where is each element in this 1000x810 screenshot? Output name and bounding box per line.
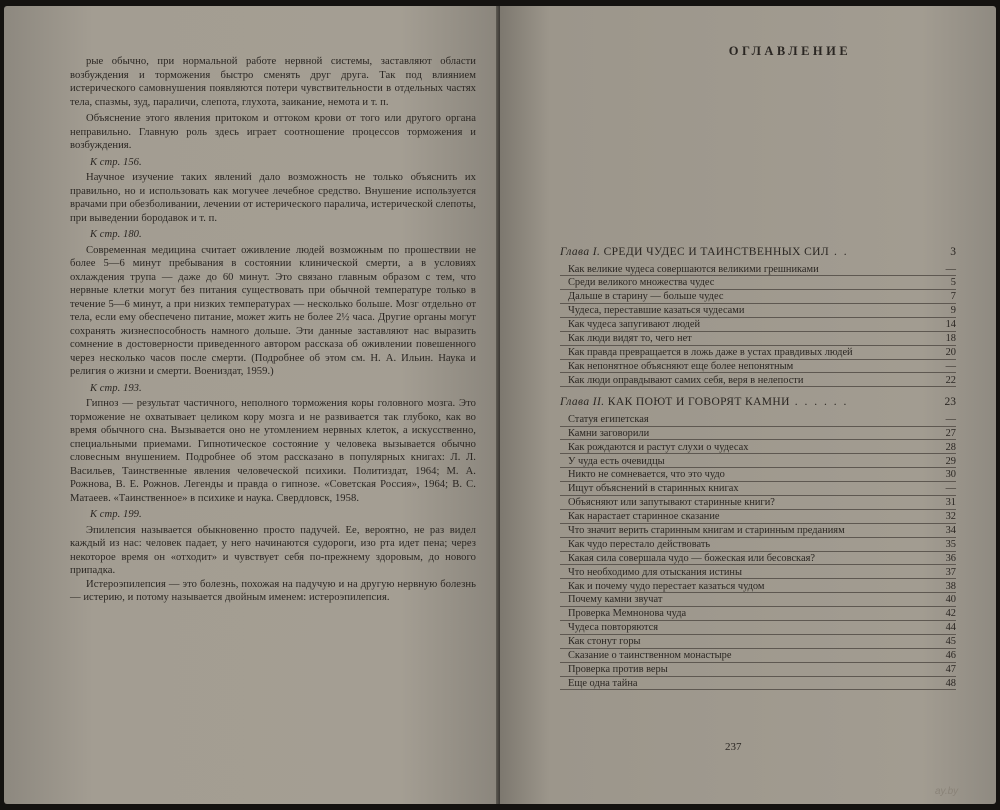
chapter-title: СРЕДИ ЧУДЕС И ТАИНСТВЕННЫХ СИЛ — [603, 246, 830, 258]
toc-entry-title: Что необходимо для отыскания истины — [568, 566, 742, 578]
toc-entry-page: 36 — [945, 552, 956, 564]
toc-entry — [560, 581, 956, 594]
note-paragraph: Объяснение этого явления притоком и оттоком крови от того или другого органа неправильно. Главную роль здесь играет соотношение процессов торможения и возбуждения. — [70, 113, 476, 151]
toc-entry-page: 20 — [945, 346, 956, 358]
toc-entry — [560, 553, 956, 566]
toc-entry-title: Камни заговорили — [568, 427, 650, 439]
toc-entry-title: Как нарастает старинное сказание — [568, 511, 720, 523]
toc-entry-title: Никто не сомневается, что это чудо — [568, 469, 725, 481]
toc-chapter — [560, 397, 956, 409]
left-page — [4, 6, 499, 804]
notes-text — [70, 55, 476, 605]
toc-heading: ОГЛАВЛЕНИЕ — [728, 44, 852, 58]
toc-entry — [560, 678, 956, 691]
toc-entry — [560, 291, 956, 304]
toc-entry — [560, 347, 956, 360]
toc-entry-page: 46 — [945, 650, 956, 662]
toc-chapter — [560, 247, 956, 259]
toc-entry-page: — — [945, 263, 956, 275]
toc-entry — [560, 664, 956, 677]
toc-entry-title: Среди великого множества чудес — [568, 277, 715, 289]
toc-entry-title: Как люди видят то, чего нет — [568, 333, 692, 345]
page-reference: К стр. 193. — [90, 382, 142, 394]
toc-entry-page: 35 — [945, 538, 956, 550]
leader-dots: . . . . . . — [789, 396, 849, 409]
toc-entry-title: Какая сила совершала чудо — божеская или бесовская? — [568, 552, 815, 564]
toc-entry-page: 30 — [945, 469, 956, 481]
toc-entry-page: — — [945, 413, 956, 425]
toc-entry — [560, 375, 956, 388]
toc-entry-page: 28 — [945, 441, 956, 453]
toc-entry — [560, 636, 956, 649]
page-reference: К стр. 199. — [90, 509, 142, 520]
toc-entry-page: 14 — [945, 319, 956, 331]
toc-entry — [560, 361, 956, 374]
toc-entry — [560, 497, 956, 510]
toc-entry-page: 37 — [945, 566, 956, 578]
toc-entry — [560, 469, 956, 482]
toc-entry — [560, 264, 956, 277]
toc-entry-title: Почему камни звучат — [568, 594, 663, 606]
toc-entry-page: 40 — [945, 594, 956, 606]
right-page — [500, 6, 996, 804]
toc-entry-title: Проверка против веры — [568, 663, 668, 675]
toc-entry-page: 44 — [945, 622, 956, 634]
table-of-contents — [560, 244, 956, 692]
toc-entry-title: Как и почему чудо перестает казаться чудом — [568, 580, 765, 592]
toc-entry-title: Как правда превращается в ложь даже в устах правдивых людей — [568, 346, 853, 358]
toc-entry-title: Сказание о таинственном монастыре — [568, 650, 732, 662]
toc-entry-page: 22 — [945, 374, 956, 386]
toc-entry — [560, 525, 956, 538]
toc-entry-title: Ищут объяснений в старинных книгах — [568, 483, 739, 495]
page-reference: К стр. 180. — [90, 229, 142, 240]
page-number: 237 — [725, 741, 742, 753]
toc-entry — [560, 539, 956, 552]
toc-entry-page: 32 — [945, 511, 956, 523]
toc-entry-title: Что значит верить старинным книгам и старинным преданиям — [568, 525, 845, 537]
toc-entry-page: 42 — [945, 608, 956, 620]
toc-entry-page: 27 — [945, 427, 956, 439]
toc-entry-title: Еще одна тайна — [568, 677, 638, 689]
toc-entry-title: Как чудо перестало действовать — [568, 538, 711, 550]
toc-entry — [560, 622, 956, 635]
toc-entry-page: — — [945, 360, 956, 372]
toc-entry-page: 18 — [945, 333, 956, 345]
toc-entry-page: 48 — [945, 677, 956, 689]
toc-entry-title: Статуя египетская — [568, 413, 649, 425]
toc-entry-page: 5 — [950, 277, 956, 289]
toc-entry-page: 38 — [945, 580, 956, 592]
toc-entry — [560, 650, 956, 663]
toc-entry-title: Как рождаются и растут слухи о чудесах — [568, 441, 749, 453]
toc-entry — [560, 333, 956, 346]
chapter-page: 3 — [950, 246, 956, 258]
toc-entry — [560, 594, 956, 607]
toc-entry-page: — — [945, 483, 956, 495]
toc-entry-page: 34 — [945, 525, 956, 537]
toc-entry — [560, 305, 956, 318]
toc-entry-title: Как непонятное объясняют еще более непонятным — [568, 360, 794, 372]
chapter-number: Глава II. — [560, 396, 605, 409]
page-reference: К стр. 156. — [90, 156, 142, 168]
toc-entry — [560, 567, 956, 580]
toc-entry — [560, 442, 956, 455]
toc-entry — [560, 319, 956, 332]
toc-entry — [560, 277, 956, 290]
leader-dots: . . — [829, 246, 849, 258]
toc-entry-title: Дальше в старину — больше чудес — [568, 291, 724, 303]
toc-entry-page: 9 — [950, 305, 956, 317]
toc-entry — [560, 511, 956, 524]
note-paragraph: Научное изучение таких явлений дало возможность не только объяснить их правильно, но и использовать как могучее лечебное средство. Внушение используется врачами при обезболивании, лечении от истерического паралича, истерической слепоты, при выведении бородавок и т. п. — [70, 172, 476, 224]
toc-entry-title: Как стонут горы — [568, 636, 641, 648]
chapter-number: Глава I. — [560, 246, 601, 258]
toc-entry-page: 45 — [945, 636, 956, 648]
chapter-page: 23 — [944, 396, 956, 409]
note-paragraph: Современная медицина считает оживление людей возможным по прошествии не более 5—6 минут пребывания в состоянии клинической смерти, а в условиях охлаждения трупа — даже до 60 минут. Это связано главным образом с тем, что нервные клетки могут без питания существовать при обычной температуре только в течение 5—6 минут, а при низких температурах — несколько больше. Мозг отдельно от тела, если ему обеспечено питание, может жить не более 2½ часа. Другие органы могут сохранять жизнеспособность намного дольше. Эти данные заставляют нас выразить сомнение в достоверности приведенного автором рассказа об оживлении повешенного через несколько часов после смерти. (Подробнее об этом см. Н. А. Ильин. Наука и религия о жизни и смерти. Воениздат, 1959.) — [70, 244, 476, 377]
chapter-title: КАК ПОЮТ И ГОВОРЯТ КАМНИ — [607, 396, 790, 409]
toc-entry-title: Как люди оправдывают самих себя, веря в нелепости — [568, 374, 804, 386]
toc-entry — [560, 608, 956, 621]
toc-entry — [560, 483, 956, 496]
toc-entry-title: Объясняют или запутывают старинные книги? — [568, 497, 775, 509]
note-paragraph: рые обычно, при нормальной работе нервной системы, заставляют области возбуждения и торможения быстро сменять друг друга. Так под влиянием истерического самовнушения появляются потери чувствительности в отдельных частях тела, спазмы, зуд, параличи, слепота, глухота, заикание, немота и т. п. — [70, 56, 476, 108]
note-paragraph: Эпилепсия называется обыкновенно просто падучей. Ее, вероятно, не раз видел каждый из нас: человек падает, у него начинаются судороги, изо рта идет пена; через некоторое время он «отходит» и чувствует себя по-прежнему здоровым, до нового припадка. — [70, 524, 476, 576]
toc-entry-title: Чудеса повторяются — [568, 622, 659, 634]
toc-entry-title: У чуда есть очевидцы — [568, 455, 665, 467]
toc-entry-title: Проверка Мемнонова чуда — [568, 608, 687, 620]
toc-entry-page: 7 — [950, 291, 956, 303]
watermark: ay.by — [935, 786, 959, 797]
toc-entry — [560, 428, 956, 441]
toc-entry-page: 31 — [945, 497, 956, 509]
note-paragraph: Истероэпилепсия — это болезнь, похожая на падучую и на другую нервную болезнь — истерию, и потому называется двойным именем: истероэпилепсия. — [70, 578, 476, 603]
toc-entry-page: 29 — [945, 455, 956, 467]
note-paragraph: Гипноз — результат частичного, неполного торможения коры головного мозга. Это торможение не охватывает целиком кору мозга и не развивается так глубоко, как во время обычного сна. Вызывается оно не утомлением нервных клеток, а искусственно, специальными приемами. Гипнотическое состояние у человека вызывается обычно словесным внушением. Подробнее об этом рассказано в популярных книгах: Л. Л. Васильев, Таинственные явления человеческой психики. Политиздат, 1964; М. А. Рожнова, В. Е. Рожнов. Легенды и правда о гипнозе. «Советская Россия», 1964; В. С. Матаеев. «Таинственное» в психике и наука. Свердловск, 1958. — [70, 398, 476, 504]
toc-entry-title: Чудеса, переставшие казаться чудесами — [568, 305, 745, 317]
toc-entry-title: Как чудеса запугивают людей — [568, 319, 701, 331]
toc-entry-title: Как великие чудеса совершаются великими грешниками — [568, 263, 819, 275]
toc-entry — [560, 414, 956, 427]
toc-entry — [560, 456, 956, 469]
toc-entry-page: 47 — [945, 663, 956, 675]
